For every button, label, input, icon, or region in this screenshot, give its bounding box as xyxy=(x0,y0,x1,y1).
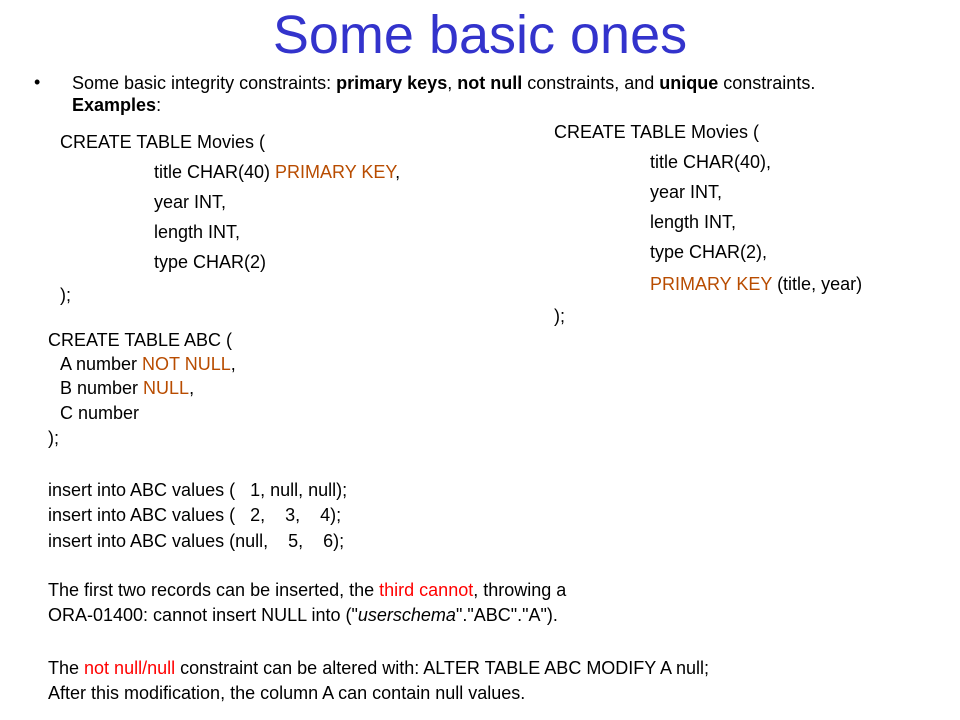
code-line xyxy=(650,274,862,295)
code-line xyxy=(60,354,236,375)
code-line: ); xyxy=(60,285,71,305)
not-null-null-highlight: not null/null xyxy=(84,658,176,678)
primary-key-keyword: PRIMARY KEY xyxy=(650,274,773,294)
intro-part: , xyxy=(447,73,458,93)
userschema-italic: userschema xyxy=(357,605,456,625)
note-text: , throwing a xyxy=(473,580,567,600)
code-line: ); xyxy=(48,428,59,448)
intro-part: : xyxy=(156,95,162,115)
code-line: year INT, xyxy=(154,192,227,212)
third-cannot-highlight: third cannot xyxy=(379,580,474,600)
code-line: CREATE TABLE ABC ( xyxy=(48,330,233,350)
code-line: type CHAR(2), xyxy=(650,242,768,262)
intro-primary-keys: primary keys xyxy=(336,73,448,93)
note-line xyxy=(48,658,709,679)
intro-part: constraints, and xyxy=(522,73,660,93)
code-line: CREATE TABLE Movies ( xyxy=(554,122,760,142)
intro-part: constraints. xyxy=(718,73,816,93)
null-keyword: NULL xyxy=(143,378,190,398)
code-line: C number xyxy=(60,403,140,423)
bullet-marker: • xyxy=(34,72,41,92)
note-text: The first two records can be inserted, the xyxy=(48,580,380,600)
note-line xyxy=(48,580,566,601)
code-line: title CHAR(40), xyxy=(650,152,772,172)
intro-examples: Examples xyxy=(72,95,157,115)
insert-statement: insert into ABC values ( 2, 3, 4); xyxy=(48,505,342,525)
code-line: CREATE TABLE Movies ( xyxy=(60,132,266,152)
primary-key-keyword: PRIMARY KEY xyxy=(275,162,396,182)
intro-not-null: not null xyxy=(457,73,523,93)
code-line: year INT, xyxy=(650,182,723,202)
note-line xyxy=(48,605,558,626)
note-text: ORA-01400: cannot insert NULL into (" xyxy=(48,605,358,625)
code-text: B number xyxy=(60,378,144,398)
intro-part: Some basic integrity constraints: xyxy=(72,73,337,93)
note-line: After this modification, the column A can contain null values. xyxy=(48,683,526,703)
note-text: "."ABC"."A"). xyxy=(455,605,558,625)
code-text: A number xyxy=(60,354,143,374)
insert-statement: insert into ABC values ( 1, null, null); xyxy=(48,480,348,500)
intro-unique: unique xyxy=(659,73,719,93)
code-text: , xyxy=(189,378,195,398)
code-line: type CHAR(2) xyxy=(154,252,267,272)
code-text: , xyxy=(230,354,236,374)
code-line: length INT, xyxy=(650,212,737,232)
code-text: title CHAR(40) xyxy=(154,162,276,182)
insert-statement: insert into ABC values (null, 5, 6); xyxy=(48,531,345,551)
not-null-keyword: NOT NULL xyxy=(142,354,231,374)
code-line: ); xyxy=(554,306,565,326)
intro-text xyxy=(72,72,862,116)
code-line xyxy=(154,162,400,183)
code-text: , xyxy=(395,162,401,182)
code-text: (title, year) xyxy=(772,274,863,294)
note-text: constraint can be altered with: ALTER TABLE ABC MODIFY A null; xyxy=(175,658,710,678)
note-text: The xyxy=(48,658,85,678)
code-line: length INT, xyxy=(154,222,241,242)
code-line xyxy=(60,378,194,399)
slide-title: Some basic ones xyxy=(272,5,688,65)
